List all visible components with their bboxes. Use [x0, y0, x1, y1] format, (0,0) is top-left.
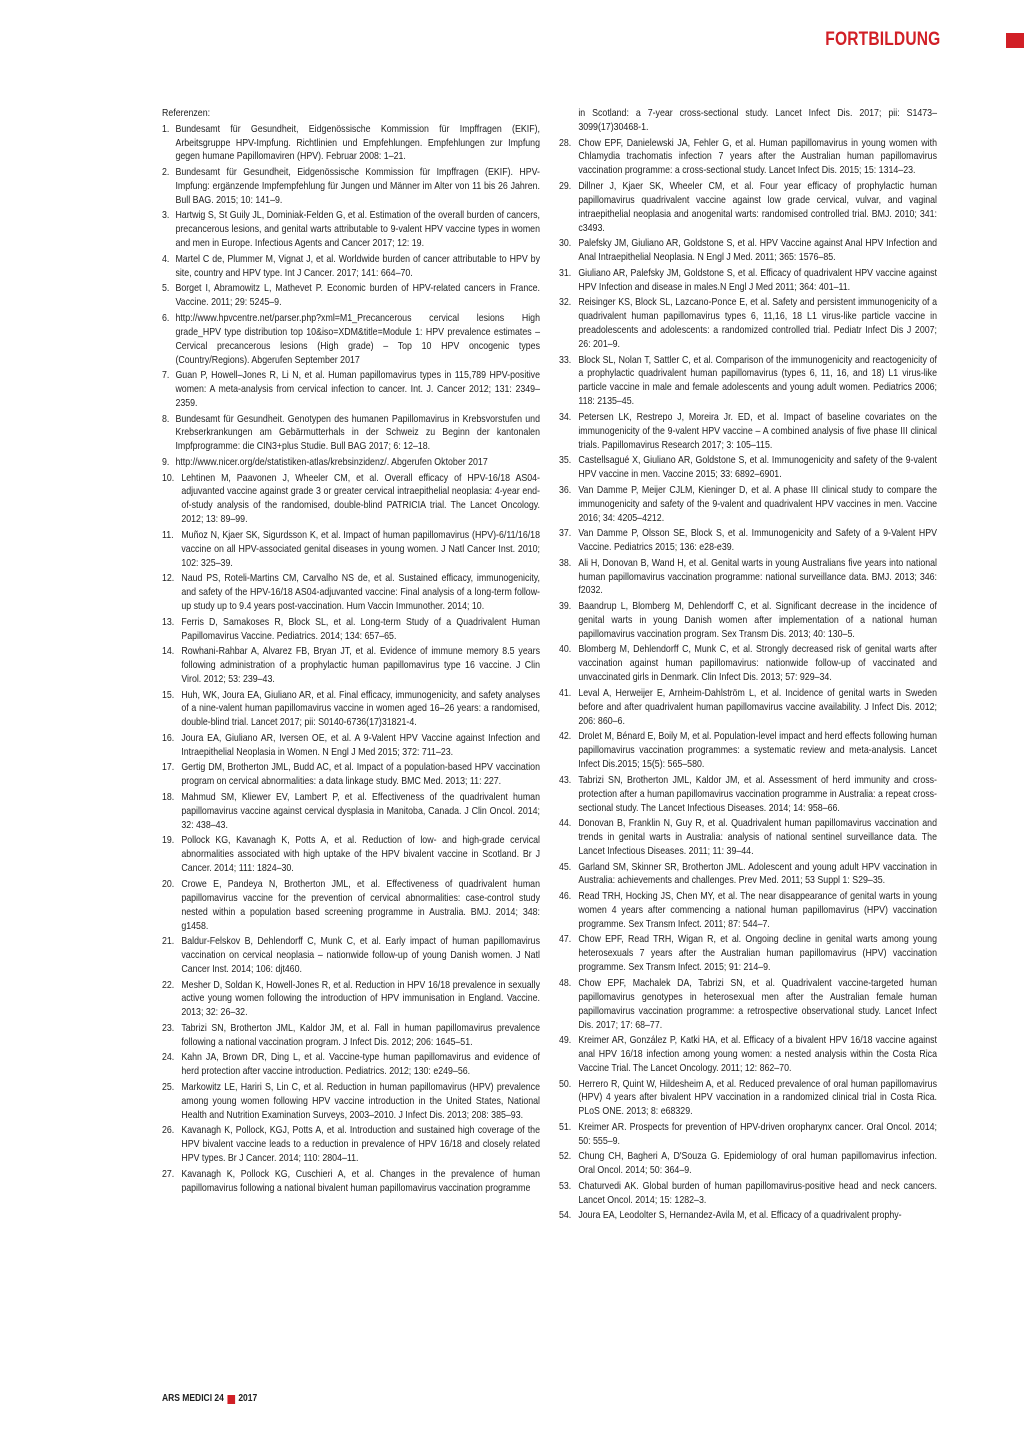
- reference-number: 19.: [162, 834, 175, 847]
- reference-text: Ferris D, Samakoses R, Block SL, et al. Long-term Study of a Quadrivalent Human Papillomavirus Vaccine. Pediatrics. 2014; 134: 657–65.: [181, 615, 540, 642]
- reference-number: 49.: [559, 1034, 572, 1047]
- reference-text: Borget I, Abramowitz L, Mathevet P. Economic burden of HPV-related cancers in France. Vaccine. 2011; 29: 5245–9.: [175, 282, 540, 309]
- reference-text: Herrero R, Quint W, Hildesheim A, et al. Reduced prevalence of oral human papillomavirus (HPV) 4 years after bivalent HPV vaccination in a randomized clinical trial in Costa Rica. PLoS ONE. 2013; 8: e68329.: [578, 1077, 937, 1118]
- reference-item: [162, 369, 540, 411]
- reference-text: Mesher D, Soldan K, Howell-Jones R, et al. Reduction in HPV 16/18 prevalence in sexually active young women following the introduction of HPV immunisation in England. Vaccine. 2013; 32: 26–32.: [181, 978, 540, 1019]
- reference-text: Bundesamt für Gesundheit, Eidgenössische Kommission für Impffragen (EKIF), Arbeitsgruppe HPV-Impfung. Richtlinien und Empfehlungen. Empfehlungen zur Impfung gegen humane Papillomaviren (HPV). Februar 2008: 1–21.: [175, 122, 540, 163]
- reference-number: 54.: [559, 1209, 572, 1222]
- reference-item: [559, 817, 937, 859]
- reference-item: [162, 253, 540, 281]
- reference-number: 35.: [559, 454, 572, 467]
- reference-number: 20.: [162, 877, 175, 890]
- reference-item: [559, 454, 937, 482]
- reference-item: [559, 861, 937, 889]
- reference-number: 10.: [162, 471, 175, 484]
- footer-accent-square: [227, 1395, 235, 1404]
- reference-item: [162, 834, 540, 876]
- reference-text: Joura EA, Leodolter S, Hernandez-Avila M, et al. Efficacy of a quadrivalent prophy-: [578, 1209, 902, 1222]
- reference-item: [162, 209, 540, 251]
- reference-number: 24.: [162, 1051, 175, 1064]
- reference-item: [162, 456, 540, 470]
- reference-text: Kreimer AR. Prospects for prevention of HPV-driven oropharynx cancer. Oral Oncol. 2014; 50: 555–9.: [578, 1120, 937, 1147]
- references-left-column: [162, 107, 540, 1197]
- footer-journal: ARS MEDICI 24: [162, 1393, 224, 1404]
- reference-text: Reisinger KS, Block SL, Lazcano-Ponce E, et al. Safety and persistent immunogenicity of a quadrivalent human papillomavirus types 6, 11,16, 18 L1 virus-like particle vaccine in preadolescents and adolescents: a randomized controlled trial. Pediatr Infect Dis J 2007; 26: 201–9.: [578, 296, 937, 350]
- reference-text: Read TRH, Hocking JS, Chen MY, et al. The near disappearance of genital warts in young women 4 years after commencing a national human papillomavirus (HPV) vaccination programme. Sex Transm Infect. 2011; 87: 544–7.: [578, 890, 937, 930]
- reference-text: Baldur-Felskov B, Dehlendorff C, Munk C, et al. Early impact of human papillomavirus vaccination on cervical neoplasia – nationwide follow-up of young Danish women. J Natl Cancer Inst. 2014; 106: djt460.: [181, 935, 540, 975]
- footer-year: 2017: [238, 1393, 258, 1404]
- reference-number: 37.: [559, 527, 572, 540]
- reference-number: 27.: [162, 1167, 175, 1180]
- reference-text: Markowitz LE, Hariri S, Lin C, et al. Reduction in human papillomavirus (HPV) prevalence among young women following HPV vaccine introduction in the United States, National Health and Nutrition Examination Surveys, 2003–2010. J Infect Dis. 2013; 208: 385–93.: [181, 1080, 540, 1121]
- section-title: FORTBILDUNG: [824, 29, 940, 50]
- reference-number: 15.: [162, 688, 175, 701]
- reference-item: [162, 572, 540, 614]
- reference-item: [162, 166, 540, 208]
- reference-number: 22.: [162, 978, 175, 991]
- reference-number: 41.: [559, 686, 572, 699]
- reference-item: [162, 645, 540, 687]
- reference-number: 13.: [162, 615, 175, 628]
- reference-item: [559, 774, 937, 816]
- reference-number: 9.: [162, 455, 170, 468]
- reference-number: 3.: [162, 209, 170, 222]
- reference-item: [559, 1180, 937, 1208]
- reference-item: [162, 1124, 540, 1166]
- reference-item: [162, 689, 540, 731]
- reference-text: Kahn JA, Brown DR, Ding L, et al. Vaccine-type human papillomavirus and evidence of herd protection after vaccine introduction. Pediatrics. 2012; 130: e249–56.: [181, 1051, 540, 1078]
- page-footer: [162, 1392, 257, 1406]
- reference-text: Drolet M, Bénard E, Boily M, et al. Population-level impact and herd effects following human papillomavirus vaccination programmes: a systematic review and meta-analysis. Lancet Infect Dis.2015; 15(5): 565–580.: [578, 730, 937, 771]
- reference-item: [162, 791, 540, 833]
- reference-text: Van Damme P, Meijer CJLM, Kieninger D, et al. A phase III clinical study to compare the immunogenicity and safety of the 9-valent and quadrivalent HPV vaccines in men. Vaccine 2016; 34: 4205–4212.: [578, 483, 937, 524]
- reference-text: Baandrup L, Blomberg M, Dehlendorff C, et al. Significant decrease in the incidence of genital warts in young Danish women after implementation of a national human papillomavirus vaccination program. Sex Transm Dis. 2013; 40: 130–5.: [578, 600, 937, 640]
- reference-item: [162, 413, 540, 455]
- reference-number: 34.: [559, 410, 572, 423]
- reference-text: Chaturvedi AK. Global burden of human papillomavirus-positive head and neck cancers. Lancet Oncol. 2014; 15: 1282–3.: [578, 1179, 937, 1206]
- reference-item: [559, 1078, 937, 1120]
- reference-number: 12.: [162, 572, 175, 585]
- reference-number: 26.: [162, 1124, 175, 1137]
- reference-text: Castellsagué X, Giuliano AR, Goldstone S, et al. Immunogenicity and safety of the 9-valent HPV vaccine in men. Vaccine 2015; 33: 6892–6901.: [578, 454, 937, 481]
- reference-text: Huh, WK, Joura EA, Giuliano AR, et al. Final efficacy, immunogenicity, and safety analyses of a nine-valent human papillomavirus vaccine in women aged 16–26 years: a randomised, double-blind trial. Lancet 2017; pii: S0140-6736(17)31821-4.: [181, 688, 540, 729]
- reference-number: 29.: [559, 179, 572, 192]
- reference-item: [162, 761, 540, 789]
- reference-text: Kreimer AR, González P, Katki HA, et al. Efficacy of a bivalent HPV 16/18 vaccine against anal HPV 16/18 infection among young women: a nested analysis within the Costa Rica Vaccine Trial. The Lancet Oncology. 2011; 12: 862–70.: [578, 1034, 937, 1074]
- reference-item: [559, 1150, 937, 1178]
- reference-number: 8.: [162, 412, 170, 425]
- reference-number: 33.: [559, 353, 572, 366]
- reference-item: [162, 529, 540, 571]
- reference-text: Tabrizi SN, Brotherton JML, Kaldor JM, et al. Fall in human papillomavirus prevalence following a national vaccination program. J Infect Dis. 2012; 206: 1645–51.: [181, 1021, 540, 1048]
- reference-item: [559, 267, 937, 295]
- reference-item: [559, 730, 937, 772]
- reference-item: [162, 732, 540, 760]
- reference-text: Muñoz N, Kjaer SK, Sigurdsson K, et al. Impact of human papillomavirus (HPV)-6/11/16/18 vaccine on all HPV-associated genital diseases in young women. J Natl Cancer Inst. 2010; 102: 325–39.: [181, 528, 540, 569]
- reference-item: [559, 977, 937, 1033]
- reference-item: [162, 935, 540, 977]
- reference-text: Leval A, Herweijer E, Arnheim-Dahlström L, et al. Incidence of genital warts in Sweden before and after quadrivalent human papillomavirus vaccine availability. J Infect Dis. 2012; 206: 860–6.: [578, 686, 937, 727]
- reference-number: 36.: [559, 483, 572, 496]
- reference-text: Donovan B, Franklin N, Guy R, et al. Quadrivalent human papillomavirus vaccination and trends in genital warts in Australia: analysis of national sentinel surveillance data. The Lancet Infectious Diseases. 2011; 11: 39–44.: [578, 817, 937, 857]
- reference-number: 38.: [559, 556, 572, 569]
- reference-item: [559, 557, 937, 599]
- reference-number: 1.: [162, 122, 170, 135]
- reference-item: [559, 180, 937, 236]
- reference-item: [162, 472, 540, 528]
- reference-number: 14.: [162, 645, 175, 658]
- reference-text: Guan P, Howell–Jones R, Li N, et al. Human papillomavirus types in 115,789 HPV-positive women: A meta-analysis from cervical infection to cancer. Int. J. Cancer 2012; 131: 2349–2359.: [175, 369, 540, 409]
- reference-number: 6.: [162, 311, 170, 324]
- header-accent-square: [1006, 33, 1024, 48]
- reference-number: 4.: [162, 252, 170, 265]
- reference-number: 51.: [559, 1120, 572, 1133]
- reference-text: Petersen LK, Restrepo J, Moreira Jr. ED, et al. Impact of baseline covariates on the immunogenicity of the 9-valent HPV vaccine – A combined analysis of five phase III clinical trials. Papillomavirus Research 2017; 3: 105–115.: [578, 410, 937, 451]
- reference-number: 47.: [559, 933, 572, 946]
- reference-item: [162, 282, 540, 310]
- reference-item: [162, 979, 540, 1021]
- reference-text: Kavanagh K, Pollock KG, Cuschieri A, et al. Changes in the prevalence of human papillomavirus following a national bivalent human papillomavirus vaccination programme: [181, 1167, 540, 1194]
- reference-text: Garland SM, Skinner SR, Brotherton JML. Adolescent and young adult HPV vaccination in Australia: achievements and challenges. Prev Med. 2011; 53 Suppl 1: S29–35.: [578, 860, 937, 887]
- reference-number: 42.: [559, 730, 572, 743]
- reference-number: 25.: [162, 1080, 175, 1093]
- reference-item: [162, 878, 540, 934]
- reference-number: 18.: [162, 790, 175, 803]
- reference-number: 17.: [162, 761, 175, 774]
- reference-text: Chow EPF, Read TRH, Wigan R, et al. Ongoing decline in genital warts among young heterosexuals 7 years after the Australian human papillomavirus (HPV) vaccination programme. Sex Transm Infect. 2015; 91: 214–9.: [578, 933, 937, 974]
- reference-text: Martel C de, Plummer M, Vignat J, et al. Worldwide burden of cancer attributable to HPV by site, country and HPV type. Int J Cancer. 2017; 141: 664–70.: [175, 252, 540, 279]
- reference-number: 16.: [162, 731, 175, 744]
- reference-text: Van Damme P, Olsson SE, Block S, et al. Immunogenicity and Safety of a 9-Valent HPV Vaccine. Pediatrics 2015; 136: e28-e39.: [578, 527, 937, 554]
- reference-text: Dillner J, Kjaer SK, Wheeler CM, et al. Four year efficacy of prophylactic human papillomavirus quadrivalent vaccine against low grade cervical, vulvar, and vaginal intraepithelial neoplasia and anogenital warts: randomised controlled trial. BMJ. 2010; 341: c3493.: [578, 179, 937, 234]
- reference-number: 2.: [162, 166, 170, 178]
- reference-number: 52.: [559, 1150, 572, 1163]
- reference-item: [559, 600, 937, 642]
- reference-item: [162, 1168, 540, 1196]
- reference-text: Chung CH, Bagheri A, D'Souza G. Epidemiology of oral human papillomavirus infection. Oral Oncol. 2014; 50: 364–9.: [578, 1150, 937, 1177]
- reference-text: Gertig DM, Brotherton JML, Budd AC, et al. Impact of a population-based HPV vaccination program on cervical abnormalities: a data linkage study. BMC Med. 2013; 11: 227.: [181, 761, 540, 788]
- reference-text: http://www.hpvcentre.net/parser.php?xml=M1_Precancerous cervical lesions High grade_HPV type distribution top 10&iso=XDM&title=Module 1: HPV prevalence estimates – Cervical precancerous lesions (High grade) – Top 10 HPV oncogenic types (Country/Regions). Abgerufen September 2017: [175, 311, 540, 366]
- reference-text: Blomberg M, Dehlendorff C, Munk C, et al. Strongly decreased risk of genital warts after vaccination against human papillomavirus: nationwide follow-up of vaccinated and unvaccinated girls in Denmark. Clin Infect Dis. 2013; 57: 929–34.: [578, 643, 937, 684]
- reference-number: 43.: [559, 773, 572, 786]
- reference-number: 39.: [559, 600, 572, 613]
- reference-text: Bundesamt für Gesundheit. Genotypen des humanen Papillomavirus in Krebsvorstufen und Krebserkrankungen am Gebärmutterhals in der Schweiz zu Beginn der kantonalen Impfprogramme: die CIN3+plus Studie. Bull BAG 2017; 6: 12–18.: [175, 412, 540, 453]
- reference-number: 44.: [559, 817, 572, 830]
- reference-text: Tabrizi SN, Brotherton JML, Kaldor JM, et al. Assessment of herd immunity and cross-protection after a human papillomavirus vaccination programme in Australia: a repeat cross-sectional study. The Lancet Infectious Diseases. 2014; 14: 958–66.: [578, 773, 937, 814]
- reference-item: [559, 933, 937, 975]
- reference-number: 53.: [559, 1179, 572, 1192]
- reference-item: [162, 1081, 540, 1123]
- reference-number: 50.: [559, 1077, 572, 1090]
- reference-text: Chow EPF, Machalek DA, Tabrizi SN, et al. Quadrivalent vaccine-targeted human papillomavirus genotypes in heterosexual men after the Australian female human papillomavirus vaccination programme: a retrospective observational study. Lancet Infect Dis. 2017; 17: 68–77.: [578, 976, 937, 1031]
- reference-number: 45.: [559, 860, 572, 873]
- reference-item: [559, 411, 937, 453]
- reference-number: 48.: [559, 976, 572, 989]
- reference-text: Ali H, Donovan B, Wand H, et al. Genital warts in young Australians five years into national human papillomavirus vaccination programme: national surveillance data. BMJ. 2013; 346: f2032.: [578, 556, 937, 597]
- reference-number: 28.: [559, 136, 572, 149]
- reference-text: Mahmud SM, Kliewer EV, Lambert P, et al. Effectiveness of the quadrivalent human papillomavirus vaccine against cervical dysplasia in Manitoba, Canada. J Clin Oncol. 2014; 32: 438–43.: [181, 790, 540, 831]
- reference-item: [559, 237, 937, 265]
- reference-item: [559, 137, 937, 179]
- reference-item: [559, 687, 937, 729]
- reference-text: Giuliano AR, Palefsky JM, Goldstone S, et al. Efficacy of quadrivalent HPV vaccine against HPV Infection and disease in males.N Engl J Med 2011; 364: 401–11.: [578, 266, 937, 293]
- reference-text: Crowe E, Pandeya N, Brotherton JML, et al. Effectiveness of quadrivalent human papillomavirus vaccine for the prevention of cervical abnormalities: case-control study nested within a population based screening programme in Australia. BMJ. 2014; 348: g1458.: [181, 877, 540, 932]
- reference-item: [559, 354, 937, 410]
- reference-text: Hartwig S, St Guily JL, Dominiak-Felden G, et al. Estimation of the overall burden of cancers, precancerous lesions, and genital warts attributable to 9-valent HPV vaccine types in women and men in Europe. Infectious Agents and Cancer 2017; 12: 19.: [175, 209, 540, 250]
- reference-continuation: in Scotland: a 7-year cross-sectional study. Lancet Infect Dis. 2017; pii: S1473–3099(17)30468-1.: [578, 107, 937, 133]
- reference-text: http://www.nicer.org/de/statistiken-atlas/krebsinzidenz/. Abgerufen Oktober 2017: [175, 455, 488, 468]
- reference-number: 5.: [162, 282, 170, 295]
- reference-text: Bundesamt für Gesundheit, Eidgenössische Kommission für Impffragen (EKIF). HPV-Impfung: ergänzende Impfempfehlung für Jungen und Männer im Alter von 11 bis 26 Jahren. Bull BAG. 2015; 10: 141–9.: [175, 166, 540, 206]
- reference-number: 11.: [162, 528, 174, 541]
- reference-text: Kavanagh K, Pollock, KGJ, Potts A, et al. Introduction and sustained high coverage of the HPV bivalent vaccine leads to a reduction in prevalence of HPV 16/18 and closely related HPV types. Br J Cancer. 2014; 110: 2804–11.: [181, 1124, 540, 1165]
- reference-text: Lehtinen M, Paavonen J, Wheeler CM, et al. Overall efficacy of HPV-16/18 AS04-adjuvanted vaccine against grade 3 or greater cervical intraepithelial neoplasia: 4-year end-of-study analysis of the randomised, double-blind PATRICIA trial. The Lancet Oncology. 2012; 13: 89–99.: [181, 471, 540, 526]
- reference-text: Naud PS, Roteli-Martins CM, Carvalho NS de, et al. Sustained efficacy, immunogenicity, and safety of the HPV-16/18 AS04-adjuvanted vaccine: Final analysis of a long-term follow-up study up to 9.4 years post-vaccination. Hum Vaccin Immunother. 2014; 10.: [181, 572, 540, 613]
- reference-text: Pollock KG, Kavanagh K, Potts A, et al. Reduction of low- and high-grade cervical abnormalities associated with high uptake of the HPV bivalent vaccine in Scotland. Br J Cancer. 2014; 111: 1824–30.: [181, 834, 540, 875]
- reference-number: 46.: [559, 890, 572, 902]
- reference-item: [559, 527, 937, 555]
- reference-text: Palefsky JM, Giuliano AR, Goldstone S, et al. HPV Vaccine against Anal HPV Infection and Anal Intraepithelial Neoplasia. N Engl J Med. 2011; 365: 1576–85.: [578, 237, 937, 264]
- reference-item: [559, 890, 937, 932]
- reference-text: Rowhani-Rahbar A, Alvarez FB, Bryan JT, et al. Evidence of immune memory 8.5 years following administration of a prophylactic human papillomavirus type 16 vaccine. J Clin Virol. 2012; 53: 239–43.: [181, 645, 540, 685]
- reference-item: [559, 1121, 937, 1149]
- reference-number: 23.: [162, 1021, 175, 1034]
- reference-number: 21.: [162, 935, 175, 948]
- reference-item: [559, 643, 937, 685]
- reference-item: [162, 123, 540, 165]
- reference-number: 31.: [559, 266, 572, 279]
- reference-item: [559, 484, 937, 526]
- references-heading: Referenzen:: [162, 107, 211, 119]
- reference-number: 30.: [559, 237, 572, 250]
- reference-number: 40.: [559, 643, 572, 656]
- reference-item: [559, 296, 937, 352]
- references-right-column: [559, 107, 937, 1225]
- reference-item: [162, 1022, 540, 1050]
- reference-text: Chow EPF, Danielewski JA, Fehler G, et al. Human papillomavirus in young women with Chlamydia trachomatis infection 7 years after the Australian human papillomavirus vaccination programme: a cross-sectional study. Lancet Infect Dis. 2015; 15: 1314–23.: [578, 136, 937, 177]
- reference-item: [162, 616, 540, 644]
- reference-text: Joura EA, Giuliano AR, Iversen OE, et al. A 9-Valent HPV Vaccine against Infection and Intraepithelial Neoplasia in Women. N Engl J Med 2015; 372: 711–23.: [181, 731, 540, 758]
- reference-item: [162, 312, 540, 368]
- reference-number: 7.: [162, 369, 170, 382]
- reference-item: [162, 1051, 540, 1079]
- reference-item: [559, 1034, 937, 1076]
- reference-number: 32.: [559, 296, 572, 309]
- reference-item: [559, 1209, 937, 1223]
- reference-text: Block SL, Nolan T, Sattler C, et al. Comparison of the immunogenicity and reactogenicity of a prophylactic quadrivalent human papillomavirus (types 6, 11, 16, and 18) L1 virus-like particle vaccine in male and female adolescents and young adult women. Pediatrics 2006; 118: 2135–45.: [578, 353, 937, 408]
